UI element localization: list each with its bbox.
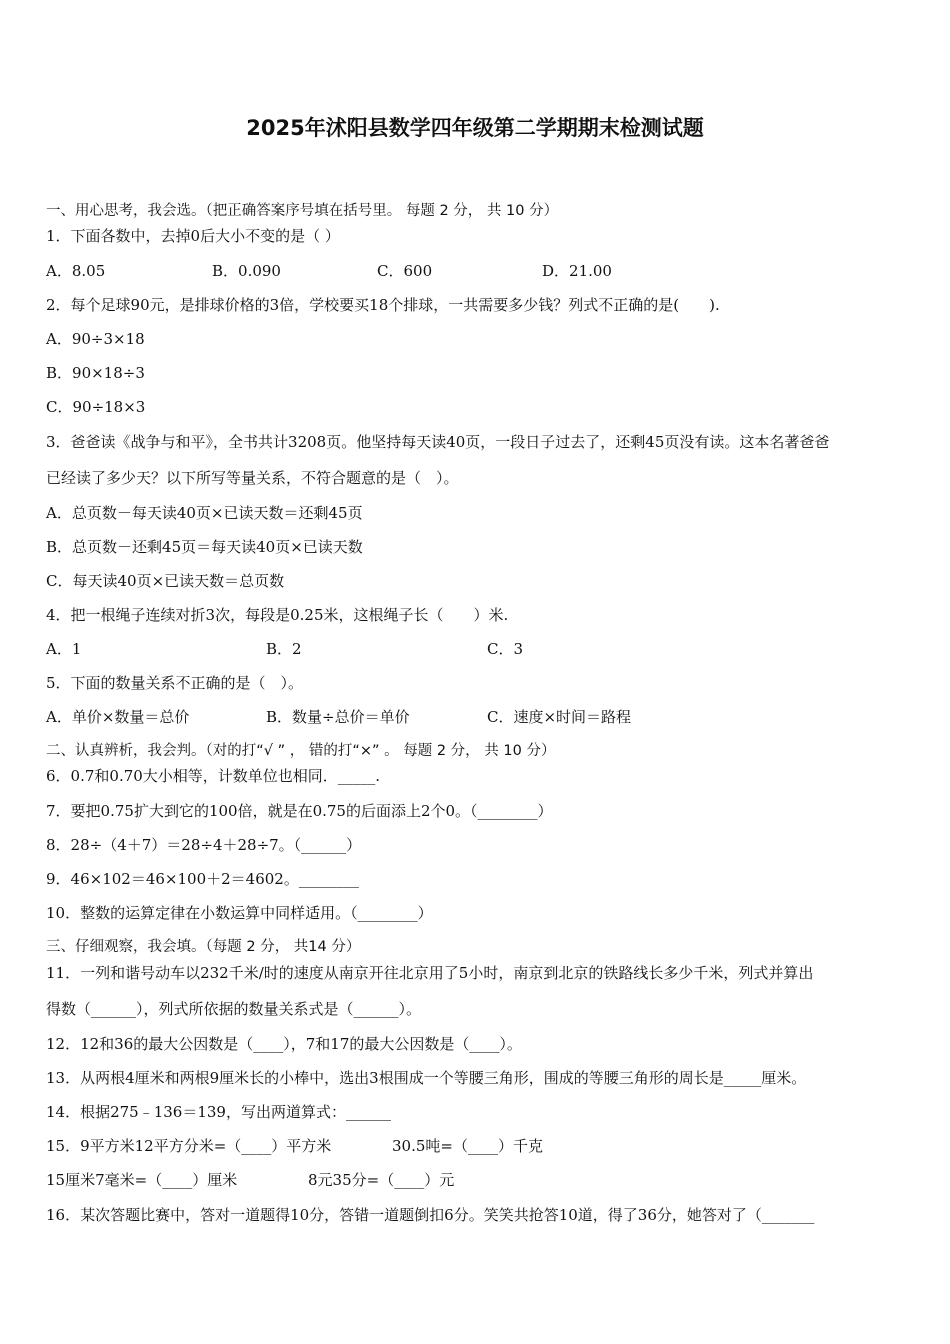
question-1-option-b: B．0.090 (212, 262, 281, 280)
section-3-heading: 三、仔细观察，我会填。（每题 2 分， 共14 分） (46, 939, 361, 955)
question-15-part-d: 8元35分=（____）元 (308, 1171, 455, 1189)
question-1-stem: 1．下面各数中，去掉0后大小不变的是（ ） (46, 227, 340, 245)
question-2-option-a: A．90÷3×18 (46, 330, 145, 348)
question-1-option-a: A．8.05 (46, 262, 106, 280)
question-10: 10．整数的运算定律在小数运算中同样适用。（________） (46, 904, 433, 922)
question-11-line-2: 得数（______），列式所依据的数量关系式是（______）。 (46, 1000, 422, 1018)
section-1-heading: 一、用心思考，我会选。（把正确答案序号填在括号里。 每题 2 分， 共 10 分） (46, 203, 559, 219)
page-title: 2025年沭阳县数学四年级第二学期期末检测试题 (246, 116, 704, 140)
question-15-part-c: 15厘米7毫米=（____）厘米 (46, 1171, 238, 1189)
question-3-option-c: C．每天读40页×已读天数＝总页数 (46, 572, 285, 590)
question-3-stem-line-1: 3．爸爸读《战争与和平》，全书共计3208页。他坚持每天读40页，一段日子过去了，还剩45页没有读。这本名著爸爸 (46, 433, 830, 451)
question-2-stem: 2．每个足球90元，是排球价格的3倍，学校要买18个排球，一共需要多少钱？列式不正确的是( ). (46, 296, 720, 314)
question-9: 9．46×102＝46×100＋2＝4602。________ (46, 870, 359, 888)
question-16: 16．某次答题比赛中，答对一道题得10分，答错一道题倒扣6分。笑笑共抢答10道，得了36分，她答对了（_______ (46, 1206, 815, 1224)
question-5-stem: 5．下面的数量关系不正确的是（ ）。 (46, 674, 304, 692)
question-3-stem-line-2: 已经读了多少天？以下所写等量关系，不符合题意的是（ ）。 (46, 469, 459, 487)
question-5-option-c: C．速度×时间＝路程 (487, 708, 632, 726)
question-8: 8．28÷（4＋7）＝28÷4＋28÷7。（______） (46, 836, 362, 854)
question-11-line-1: 11．一列和谐号动车以232千米/时的速度从南京开往北京用了5小时，南京到北京的铁路线长多少千米，列式并算出 (46, 964, 814, 982)
question-1-option-c: C．600 (377, 262, 433, 280)
question-12: 12．12和36的最大公因数是（____），7和17的最大公因数是（____）。 (46, 1035, 522, 1053)
question-4-option-a: A．1 (46, 640, 82, 658)
question-4-option-b: B．2 (266, 640, 302, 658)
question-7: 7．要把0.75扩大到它的100倍，就是在0.75的后面添上2个0。（________） (46, 802, 553, 820)
question-4-option-c: C．3 (487, 640, 524, 658)
question-4-stem: 4．把一根绳子连续对折3次，每段是0.25米，这根绳子长（ ）米. (46, 606, 509, 624)
question-6: 6．0.7和0.70大小相等，计数单位也相同．_____. (46, 767, 381, 785)
question-2-option-c: C．90÷18×3 (46, 398, 146, 416)
question-5-option-a: A．单价×数量＝总价 (46, 708, 190, 726)
question-15-part-a: 15．9平方米12平方分米=（____）平方米 (46, 1137, 332, 1155)
question-1-option-d: D．21.00 (542, 262, 612, 280)
question-14: 14．根据275﹣136＝139，写出两道算式：______ (46, 1103, 391, 1121)
section-2-heading: 二、认真辨析，我会判。（对的打“√ ” ， 错的打“×” 。 每题 2 分， 共 10 分） (46, 743, 556, 759)
question-5-option-b: B．数量÷总价＝单价 (266, 708, 410, 726)
question-2-option-b: B．90×18÷3 (46, 364, 145, 382)
question-3-option-a: A．总页数－每天读40页×已读天数＝还剩45页 (46, 504, 363, 522)
question-3-option-b: B．总页数－还剩45页＝每天读40页×已读天数 (46, 538, 363, 556)
question-15-part-b: 30.5吨=（____）千克 (392, 1137, 543, 1155)
question-13: 13．从两根4厘米和两根9厘米长的小棒中，选出3根围成一个等腰三角形，围成的等腰三角形的周长是_____厘米。 (46, 1069, 807, 1087)
